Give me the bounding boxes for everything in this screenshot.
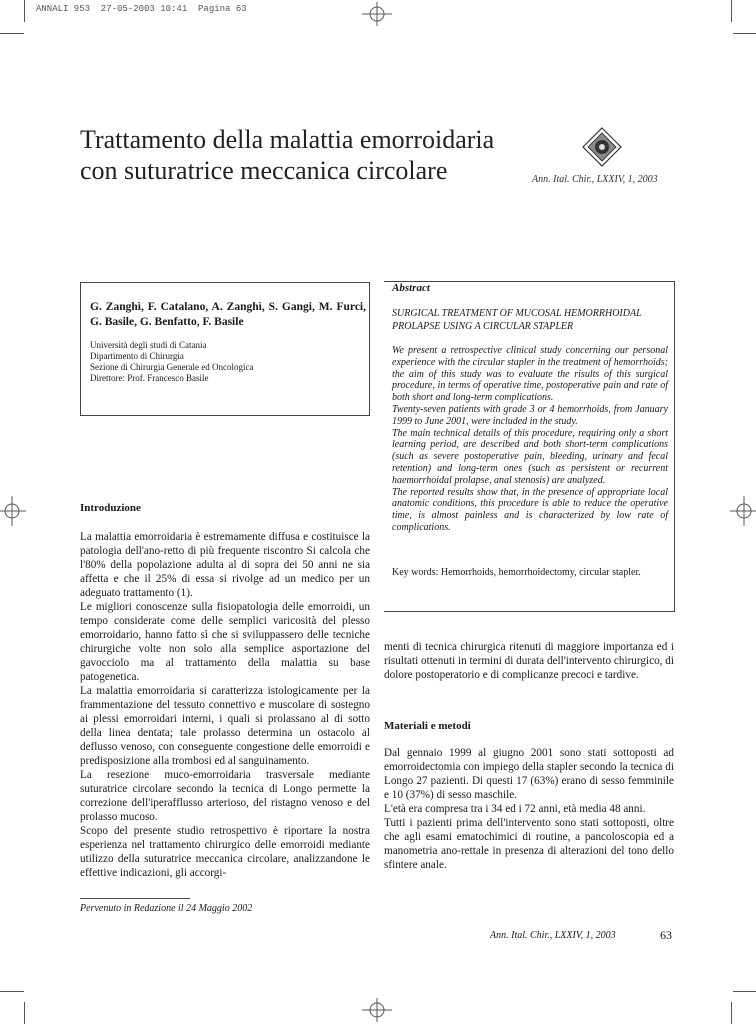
abstract-paragraph: The main technical details of this procedure, requiring only a short learning period, are described and both short-term complications (such as severe postoperative pain, bleeding, urinary and fecal retention) and long-term ones (such as persistent or recurrent haemorrhoidal prolapse, anal stenosis) are analyzed. (392, 427, 668, 486)
body-paragraph: Scopo del presente studio retrospettivo è riportare la nostra esperienza nel trattamento chirurgico delle emorroidi mediante utilizzo della suturatrice meccanica circolare, analizzandone le effettive indicazioni, gli accorgi- (80, 825, 370, 879)
body-paragraph: Dal gennaio 1999 al giugno 2001 sono stati sottoposti ad emorroidectomia con impiego della stapler secondo la tecnica di Longo 27 pazienti. Di questi 17 (63%) erano di sesso femminile e 10 (37%) di sesso maschile. (384, 747, 674, 801)
registration-mark-right (730, 496, 756, 526)
affiliation-line: Dipartimento di Chirurgia (90, 351, 184, 361)
crop-mark (0, 991, 24, 992)
abstract-title: SURGICAL TREATMENT OF MUCOSAL HEMORRHOIDAL PROLAPSE USING A CIRCULAR STAPLER (392, 308, 642, 332)
journal-logo-icon (582, 127, 622, 167)
title-line: con suturatrice meccanica circolare (80, 156, 448, 185)
crop-mark (24, 0, 25, 22)
received-date: Pervenuto in Redazione il 24 Maggio 2002 (80, 903, 253, 914)
body-paragraph: Tutti i pazienti prima dell'intervento sono stati sottoposti, oltre che agli esami ematochimici di routine, a pancoloscopia ed a manometria ano-rettale in presenza di alterazioni del tono dello sfintere anale. (384, 817, 674, 871)
body-paragraph: L'età era compresa tra i 34 ed i 72 anni, età media 48 anni. (384, 803, 646, 815)
affiliation-line: Direttore: Prof. Francesco Basile (90, 373, 209, 383)
abstract-paragraph: Twenty-seven patients with grade 3 or 4 hemorrhoids, from January 1999 to June 2001, were included in the study. (392, 403, 668, 427)
page-number: 63 (660, 928, 672, 942)
registration-mark-left (0, 496, 26, 526)
keywords: Key words: Hemorrhoids, hemorrhoidectomy, circular stapler. (392, 567, 641, 578)
crop-mark (733, 33, 756, 34)
registration-mark-bottom (362, 998, 392, 1022)
affiliation-line: Università degli studi di Catania (90, 340, 207, 350)
affiliation (90, 340, 366, 384)
abstract-paragraph: We present a retrospective clinical study concerning our personal experience with the circular stapler in the treatment of hemorrhoids; the aim of this study was to evaluate the risults of this surgical procedure, in terms of operative time, postoperative pain and rate of both short and long-term complications. (392, 345, 668, 404)
introduction-body (80, 530, 370, 880)
introduction-heading: Introduzione (80, 502, 141, 514)
crop-mark (0, 33, 24, 34)
body-paragraph: La malattia emorroidaria è estremamente diffusa e costituisce la patologia dell'ano-retto di più frequente riscontro Si calcola che l'80% della popolazione adulta al di sopra dei 50 anni ne sia affetta e che il 25% di essa si rivolge ad un medico per un adeguato trattamento (1). (80, 531, 370, 599)
affiliation-line: Sezione di Chirurgia Generale ed Oncologica (90, 362, 254, 372)
title-line: Trattamento della malattia emorroidaria (80, 125, 495, 154)
article-title (80, 124, 540, 186)
abstract-paragraph: The reported results show that, in the presence of appropriate local anatomic conditions, this procedure is able to reduce the operative time, is almost painless and is characterized by low rate of complications. (392, 486, 668, 533)
crop-mark (731, 0, 732, 22)
footer-citation: Ann. Ital. Chir., LXXIV, 1, 2003 (490, 930, 616, 941)
methods-body (384, 746, 674, 872)
body-paragraph: La resezione muco-emorroidaria trasversale mediante suturatrice circolare secondo la tecnica di Longo permette la correzione dell'iperafflusso arterioso, del ristagno venoso e del prolasso mucoso. (80, 769, 370, 823)
crop-mark (24, 1002, 25, 1024)
abstract-heading: Abstract (392, 282, 430, 294)
body-paragraph: Le migliori conoscenze sulla fisiopatologia delle emorroidi, un tempo considerate come delle semplici varicosità del plesso emorroidario, hanno fatto sì che si sviluppassero delle tecniche chirurgiche volte non solo alla semplice asportazione del gavocciolo ma al trattamento della malattia su base patogenetica. (80, 601, 370, 683)
abstract-body (392, 345, 668, 534)
crop-mark (731, 1002, 732, 1024)
journal-citation: Ann. Ital. Chir., LXXIV, 1, 2003 (532, 174, 658, 185)
footnote-rule (80, 898, 190, 899)
continued-paragraph (384, 640, 674, 682)
body-paragraph: menti di tecnica chirurgica ritenuti di maggiore importanza ed i risultati ottenuti in termini di durata dell'intervento chirurgico, di dolore postoperatorio e di complicanze precoci e tardive. (384, 641, 674, 681)
author-list: G. Zanghì, F. Catalano, A. Zanghì, S. Gangi, M. Furci, G. Basile, G. Benfatto, F. Basile (90, 301, 366, 328)
registration-mark-top (362, 2, 392, 26)
methods-heading: Materiali e metodi (384, 720, 471, 732)
abstract-rule-bottom (384, 611, 675, 612)
abstract-rule-right (674, 281, 675, 612)
crop-mark (733, 991, 756, 992)
body-paragraph: La malattia emorroidaria si caratterizza istologicamente per la frammentazione del tessuto connettivo e muscolare di sostegno ai plessi emorroidari interni, i quali si prolassano al di sotto della linea dentata; tale prolasso determina un ostacolo al deflusso venoso, con conseguente congestione delle emorroidi e predisposizione alla trombosi ed al sanguinamento. (80, 685, 370, 767)
print-slug: ANNALI 953 27-05-2003 10:41 Pagina 63 (36, 4, 247, 14)
